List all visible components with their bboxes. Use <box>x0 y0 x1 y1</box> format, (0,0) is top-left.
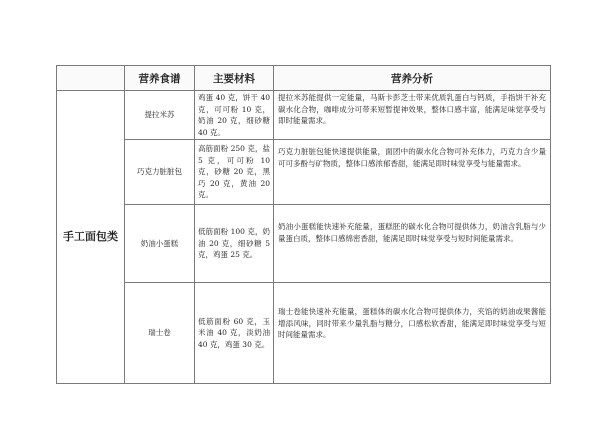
table-row <box>57 283 551 384</box>
recipe-ingredients: 低筋面粉 60 克，玉米油 40 克，淡奶油 40 克，鸡蛋 30 克。 <box>195 283 274 384</box>
recipe-name: 提拉米苏 <box>125 91 195 140</box>
header-recipe: 营养食谱 <box>125 66 195 91</box>
table-row <box>57 140 551 205</box>
header-analysis: 营养分析 <box>274 66 551 91</box>
recipe-name: 瑞士卷 <box>125 283 195 384</box>
header-category <box>57 66 125 91</box>
recipe-analysis: 巧克力脏脏包能快速提供能量，面团中的碳水化合物可补充体力，巧克力含少量可可多酚与矿物质，整体口感浓郁香甜，能满足即时味觉享受与能量需求。 <box>274 140 551 205</box>
header-ingredients: 主要材料 <box>195 66 274 91</box>
recipe-ingredients: 低筋面粉 100 克，奶油 20 克，细砂糖 5 克，鸡蛋 25 克。 <box>195 205 274 283</box>
recipe-analysis: 奶油小蛋糕能快速补充能量，蛋糕胚的碳水化合物可提供体力，奶油含乳脂与少量蛋白质，整体口感绵密香甜，能满足即时味觉享受与短时间能量需求。 <box>274 205 551 283</box>
recipe-ingredients: 鸡蛋 40 克，饼干 40 克，可可粉 10 克，奶油 20 克，细砂糖 40 克。 <box>195 91 274 140</box>
category-cell: 手工面包类 <box>57 91 125 384</box>
recipe-name: 巧克力脏脏包 <box>125 140 195 205</box>
recipe-analysis: 瑞士卷能快速补充能量，蛋糕体的碳水化合物可提供体力，夹馅的奶油或果酱能增添风味，同时带来少量乳脂与糖分，口感松软香甜，能满足即时味觉享受与短时间能量需求。 <box>274 283 551 384</box>
recipe-name: 奶油小蛋糕 <box>125 205 195 283</box>
recipe-analysis: 提拉米苏能提供一定能量，马斯卡彭芝士带来优质乳蛋白与钙质，手指饼干补充碳水化合物，咖啡成分可带来短暂提神效果，整体口感丰富，能满足味觉享受与即时能量需求。 <box>274 91 551 140</box>
recipe-ingredients: 高筋面粉 250 克，盐 5 克，可可粉 10 克，砂糖 20 克，黑巧 20 克，黄油 20 克。 <box>195 140 274 205</box>
table-row <box>57 91 551 140</box>
table-row <box>57 205 551 283</box>
nutrition-table <box>56 65 551 384</box>
header-row <box>57 66 551 91</box>
